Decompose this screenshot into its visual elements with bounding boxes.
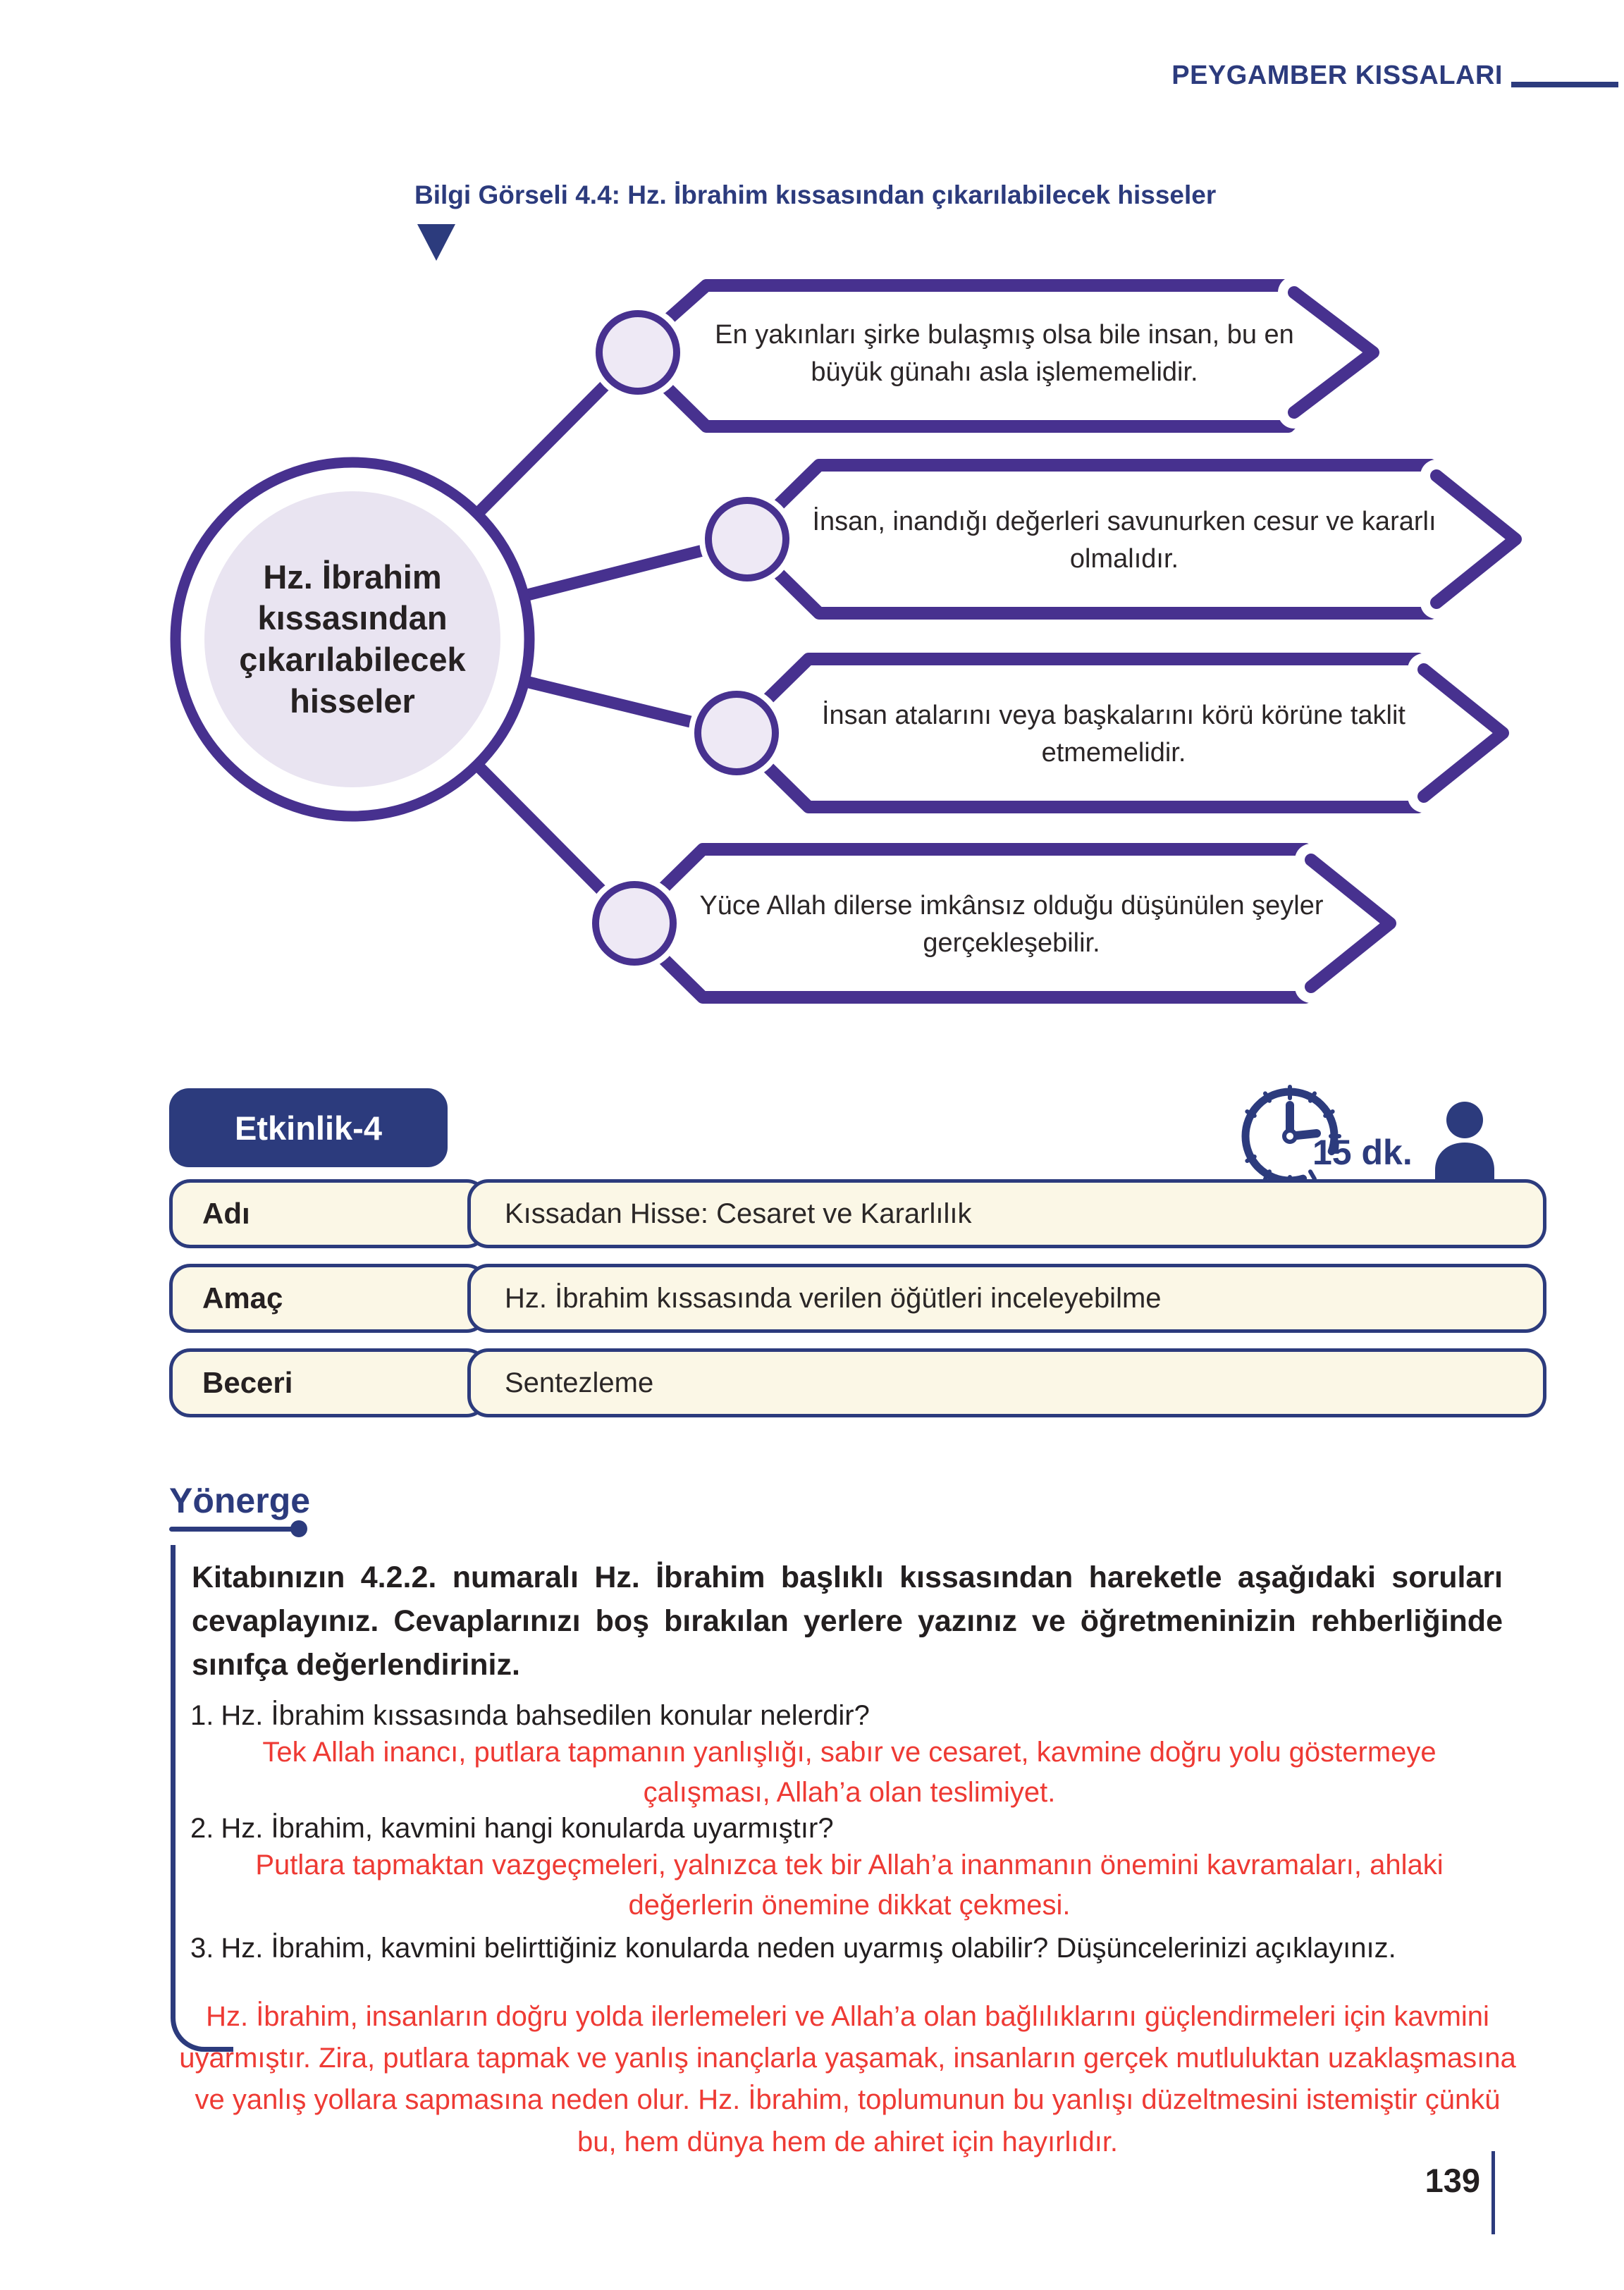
answer-2: Putlara tapmaktan vazgeçmeleri, yalnızca tek bir Allah’a inanmanın önemini kavramaları, ahlaki değerlerin önemine dikkat çekmesi.	[255, 1849, 1444, 1921]
directive-title: Yönerge	[169, 1481, 311, 1520]
row-value-text: Kıssadan Hisse: Cesaret ve Kararlılık	[505, 1198, 972, 1229]
activity-row-label	[169, 1264, 488, 1333]
question-text: Hz. İbrahim, kavmini belirttiğiniz konularda neden uyarmış olabilir? Düşüncelerinizi açıklayınız.	[221, 1933, 1396, 1964]
question-number: 1.	[190, 1700, 214, 1731]
activity-row-value	[467, 1348, 1546, 1417]
mindmap-branch-label-3: İnsan atalarını veya başkalarını körü körüne taklit etmemelidir.	[821, 700, 1405, 768]
page-header: PEYGAMBER KISSALARI	[1171, 61, 1503, 90]
row-value-text: Hz. İbrahim kıssasında verilen öğütleri inceleyebilme	[505, 1282, 1162, 1314]
activity-tab: Etkinlik-4	[169, 1088, 448, 1167]
mindmap-branch-label-2: İnsan, inandığı değerleri savunurken cesur ve kararlı olmalıdır.	[812, 506, 1437, 574]
activity-row-value	[467, 1264, 1546, 1333]
question-1	[190, 1700, 1508, 1732]
question-text: Hz. İbrahim kıssasında bahsedilen konular nelerdir?	[221, 1700, 870, 1731]
activity-row-label	[169, 1348, 488, 1417]
question-2	[190, 1813, 1508, 1845]
question-number: 3.	[190, 1933, 214, 1964]
question-text: Hz. İbrahim, kavmini hangi konularda uyarmıştır?	[221, 1813, 834, 1844]
directive-underline-dot	[290, 1520, 307, 1537]
question-3	[190, 1933, 1508, 1964]
activity-row-label	[169, 1179, 488, 1248]
answer-1: Tek Allah inancı, putlara tapmanın yanlışlığı, sabır ve cesaret, kavmine doğru yolu göstermeye çalışması, Allah’a olan teslimiyet.	[262, 1737, 1437, 1808]
directive-text: Kitabınızın 4.2.2. numaralı Hz. İbrahim başlıklı kıssasından hareketle aşağıdaki soruları cevaplayınız. Cevaplarınızı boş bırakılan yerlere yazınız ve öğretmeninizin rehberliğinde sınıfça değerlendiriniz.	[192, 1560, 1503, 1682]
question-number: 2.	[190, 1813, 214, 1844]
duration-label: 15 dk.	[1312, 1133, 1413, 1172]
mindmap-branch-label-1: En yakınları şirke bulaşmış olsa bile insan, bu en büyük günahı asla işlememelidir.	[715, 319, 1294, 387]
figure-caption: Bilgi Görseli 4.4: Hz. İbrahim kıssasından çıkarılabilecek hisseler	[414, 180, 1217, 209]
mindmap-center-label: Hz. İbrahim kıssasından çıkarılabilecek hisseler	[239, 558, 466, 720]
row-label-text: Adı	[202, 1197, 250, 1230]
directive-underline	[169, 1527, 296, 1532]
row-label-text: Amaç	[202, 1281, 283, 1315]
row-value-text: Sentezleme	[505, 1367, 654, 1398]
person-icon	[1432, 1101, 1497, 1186]
row-label-text: Beceri	[202, 1366, 293, 1399]
page-number: 139	[1425, 2162, 1480, 2199]
answer-3: Hz. İbrahim, insanların doğru yolda ilerlemeleri ve Allah’a olan bağlılıklarını güçlendirmeleri için kavmini uyarmıştır. Zira, putlara tapmak ve yanlış inançlarla yaşamak, insanların gerçek mutluluktan uzaklaşmasına ve yanlış yollara sapmasına neden olur. Hz. İbrahim, toplumunun bu yanlışı düzeltmesini istemiştir çünkü bu, hem dünya hem de ahiret için hayırlıdır.	[179, 2001, 1516, 2157]
mindmap-branch-label-4: Yüce Allah dilerse imkânsız olduğu düşünülen şeyler gerçekleşebilir.	[699, 890, 1324, 958]
activity-row-value	[467, 1179, 1546, 1248]
page-number-rule	[1491, 2151, 1495, 2234]
